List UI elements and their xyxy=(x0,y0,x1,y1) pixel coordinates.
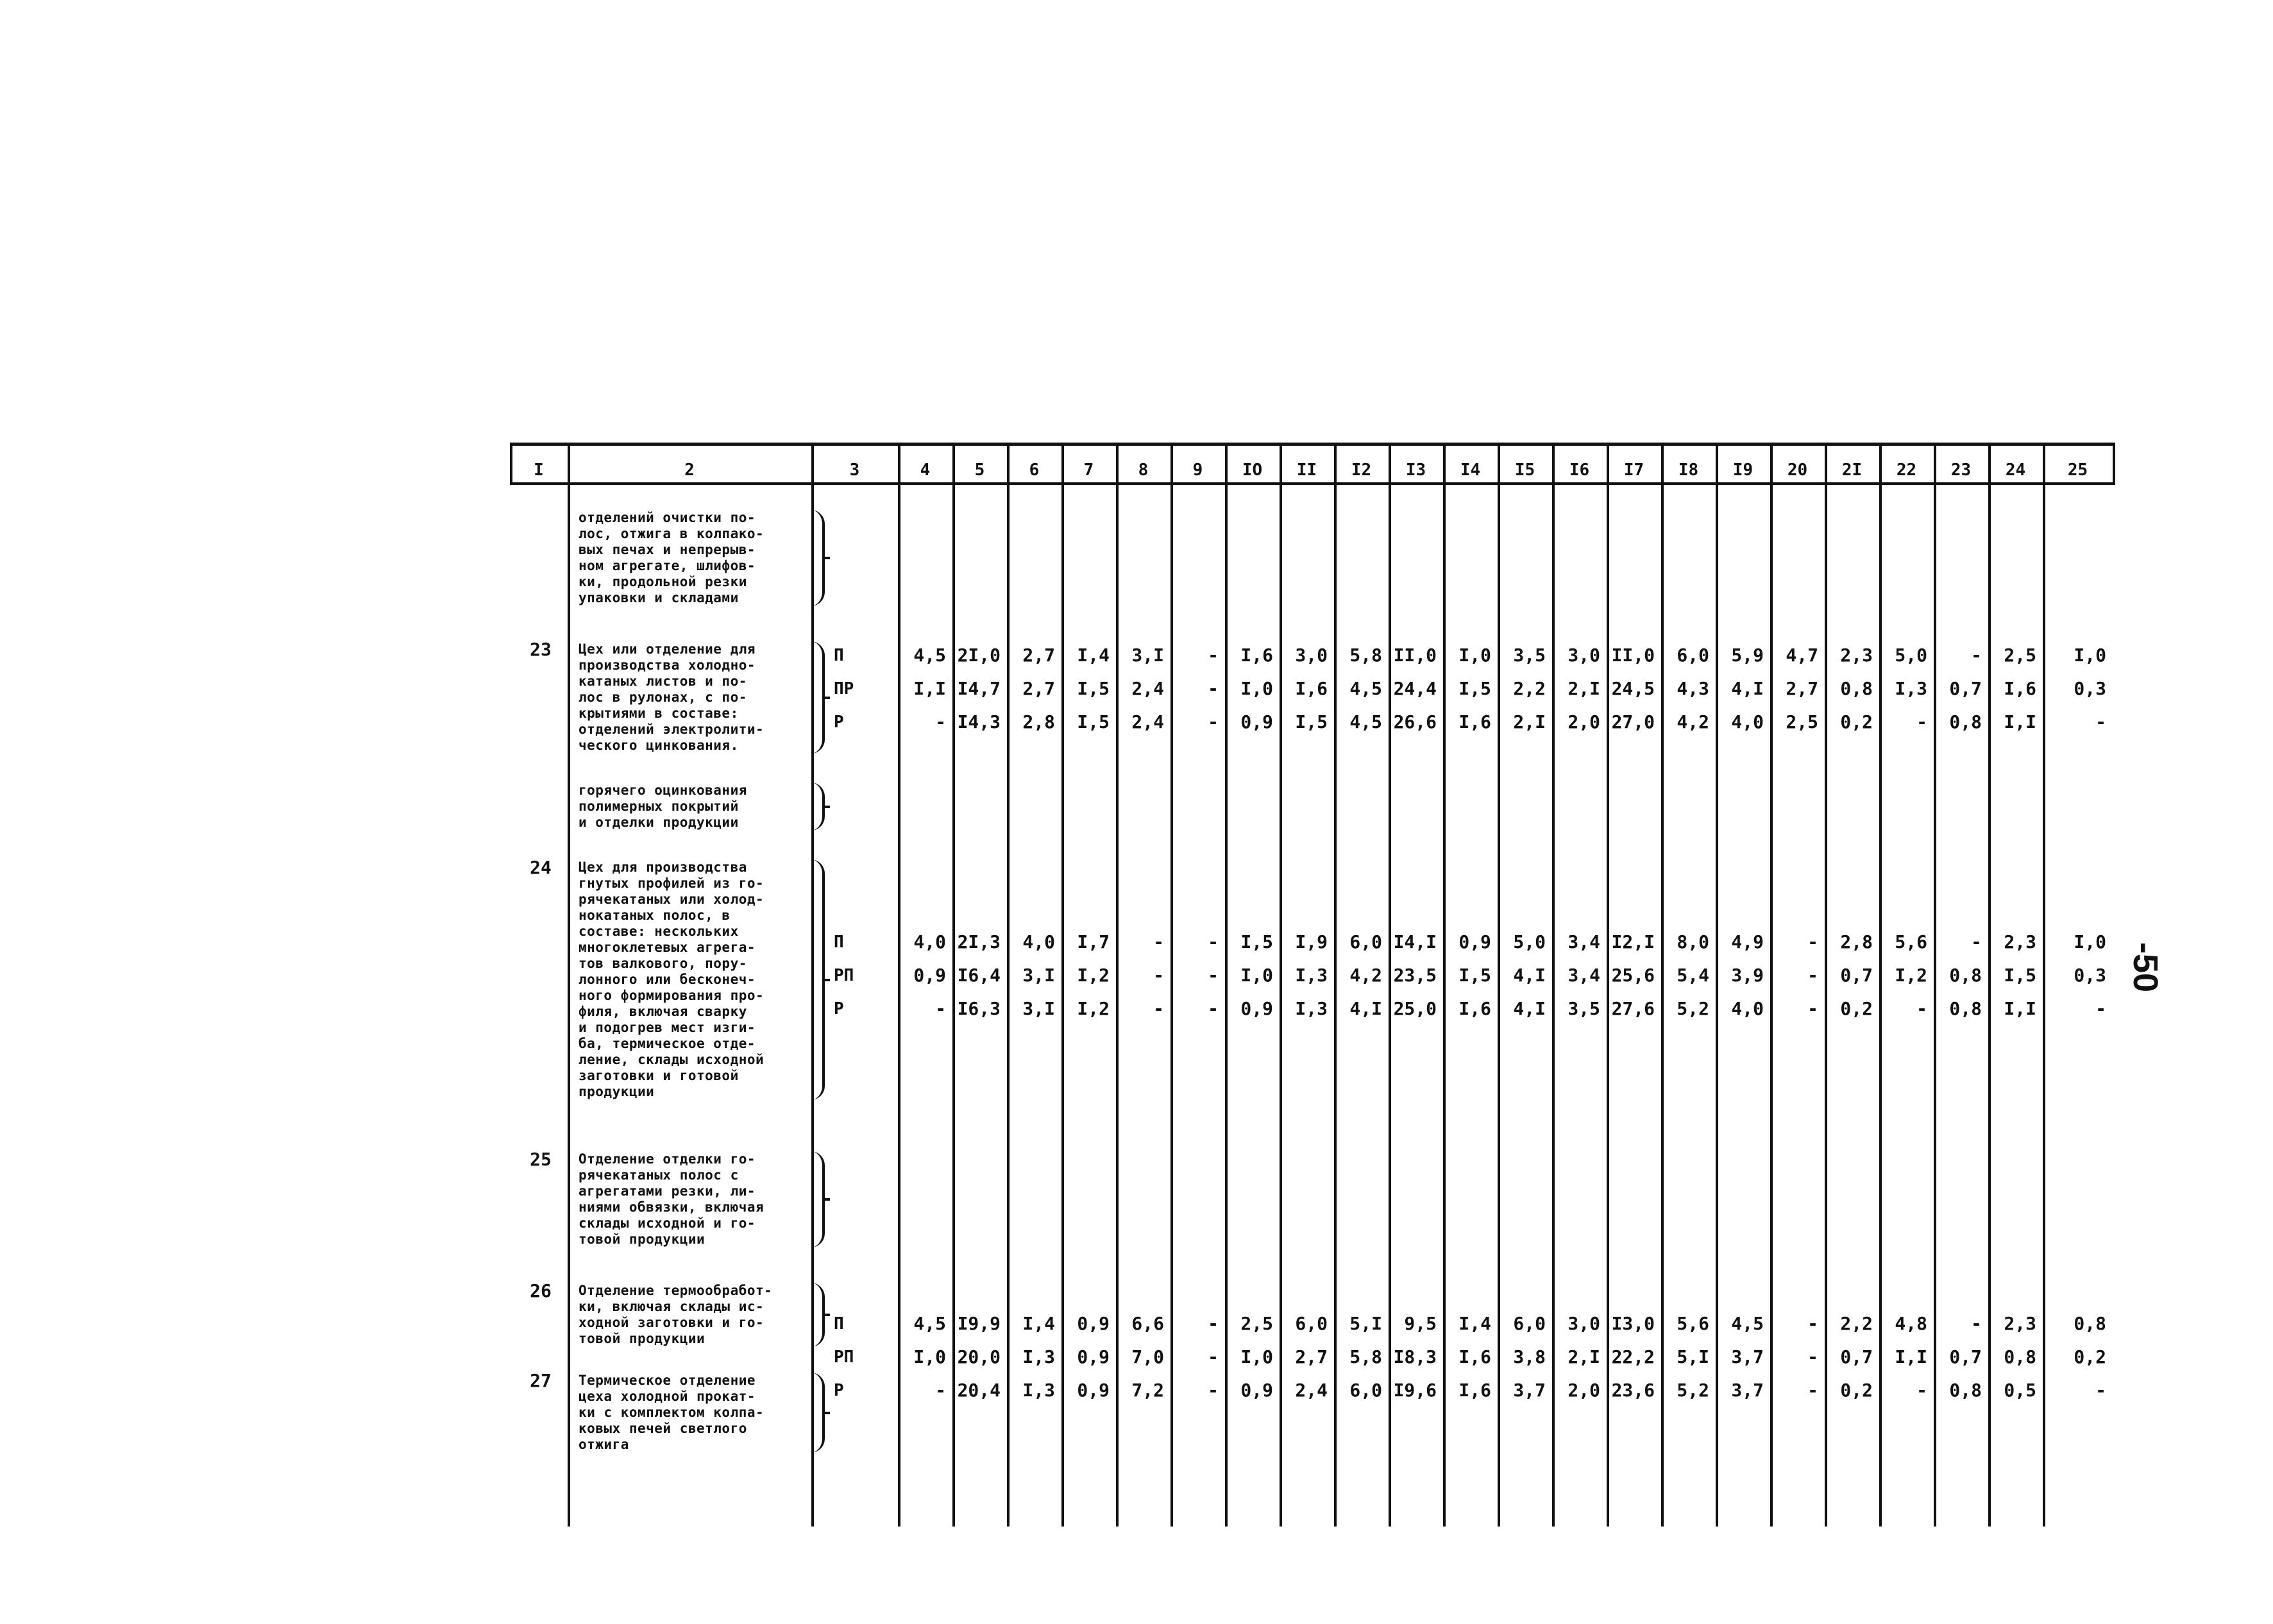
row-description: Цех или отделение для производства холодно- катаных листов и по- лос в рулонах, с по- крытиями в составе: отделений электролити- ческого цинкования. xyxy=(579,641,765,753)
table-cell: 6,0 xyxy=(1349,931,1382,952)
table-cell: I,2 xyxy=(1077,998,1110,1019)
table-cell: 7,0 xyxy=(1131,1346,1164,1367)
row-code: РП xyxy=(834,966,854,985)
table-cell: I,6 xyxy=(1458,1346,1491,1367)
table-cell: - xyxy=(1208,1346,1219,1367)
table-cell: I4,3 xyxy=(957,711,1001,732)
table-cell: 4,5 xyxy=(913,1313,946,1334)
table-cell: I,0 xyxy=(1240,965,1273,986)
description-brace-tip xyxy=(822,806,830,808)
table-cell: 5,I xyxy=(1349,1313,1382,1334)
table-cell: 2,7 xyxy=(1786,678,1818,699)
table-cell: 4,I xyxy=(1513,998,1546,1019)
table-cell: 3,4 xyxy=(1567,931,1600,952)
table-cell: II,0 xyxy=(1611,645,1655,666)
table-cell: 4,2 xyxy=(1349,965,1382,986)
page-number: -50 xyxy=(2126,942,2165,993)
table-cell: - xyxy=(2095,998,2106,1019)
table-cell: 2,3 xyxy=(2004,1313,2036,1334)
table-cell: 4,0 xyxy=(1731,998,1764,1019)
table-cell: 3,0 xyxy=(1295,645,1328,666)
table-cell: 25,6 xyxy=(1611,965,1655,986)
table-cell: I,3 xyxy=(1295,998,1328,1019)
table-cell: 4,5 xyxy=(1731,1313,1764,1334)
column-header: 5 xyxy=(974,461,985,480)
column-header: 8 xyxy=(1138,461,1149,480)
table-cell: I,2 xyxy=(1077,965,1110,986)
table-cell: 3,0 xyxy=(1567,1313,1600,1334)
table-cell: - xyxy=(2095,1380,2106,1401)
table-cell: 0,5 xyxy=(2004,1380,2036,1401)
table-cell: 2,2 xyxy=(1513,678,1546,699)
column-header: I7 xyxy=(1623,461,1644,480)
table-cell: 4,0 xyxy=(913,931,946,952)
table-top-rule xyxy=(510,443,2113,446)
table-cell: 3,5 xyxy=(1513,645,1546,666)
table-cell: 0,9 xyxy=(1077,1313,1110,1334)
table-cell: I,5 xyxy=(1077,678,1110,699)
row-description: отделений очистки по- лос, отжига в колпако- вых печах и непрерыв- ном агрегате, шлифов- ки, продольной резки упаковки и складами xyxy=(579,510,765,605)
table-cell: 27,0 xyxy=(1611,711,1655,732)
table-cell: 2,I xyxy=(1567,1346,1600,1367)
row-description: Отделение отделки го- рячекатаных полос с агрегатами резки, ли- ниями обвязки, включая склады исходной и го- товой продукции xyxy=(579,1151,765,1247)
table-cell: 4,0 xyxy=(1731,711,1764,732)
row-description: горячего оцинкования полимерных покрытий и отделки продукции xyxy=(579,782,747,830)
column-header: I8 xyxy=(1678,461,1699,480)
table-cell: 2,I xyxy=(1567,678,1600,699)
table-cell: I,3 xyxy=(1022,1346,1055,1367)
table-cell: 0,8 xyxy=(1949,965,1982,986)
column-header: 6 xyxy=(1029,461,1040,480)
table-cell: 5,8 xyxy=(1349,645,1382,666)
column-header: 24 xyxy=(2005,461,2026,480)
description-brace-tip xyxy=(822,557,830,559)
table-cell: 6,0 xyxy=(1677,645,1709,666)
column-header: 9 xyxy=(1192,461,1203,480)
table-cell: 3,4 xyxy=(1567,965,1600,986)
table-cell: 6,0 xyxy=(1295,1313,1328,1334)
table-cell: 8,0 xyxy=(1677,931,1709,952)
table-cell: - xyxy=(1208,1380,1219,1401)
column-header: 4 xyxy=(920,461,931,480)
table-cell: 3,I xyxy=(1131,645,1164,666)
table-cell: - xyxy=(1807,931,1818,952)
table-cell: - xyxy=(1916,1380,1927,1401)
table-cell: 5,2 xyxy=(1677,1380,1709,1401)
column-edge-rule xyxy=(2113,443,2115,485)
table-cell: II,0 xyxy=(1393,645,1437,666)
table-cell: 5,6 xyxy=(1895,931,1927,952)
column-header: I xyxy=(534,461,544,480)
table-cell: - xyxy=(1971,931,1982,952)
table-cell: I,5 xyxy=(2004,965,2036,986)
table-cell: 3,7 xyxy=(1513,1380,1546,1401)
table-cell: 4,I xyxy=(1513,965,1546,986)
table-cell: 2,7 xyxy=(1295,1346,1328,1367)
table-cell: I2,I xyxy=(1611,931,1655,952)
table-cell: 2,7 xyxy=(1022,678,1055,699)
column-header: IO xyxy=(1242,461,1263,480)
table-cell: 4,I xyxy=(1349,998,1382,1019)
table-cell: 6,6 xyxy=(1131,1313,1164,1334)
table-cell: 2I,0 xyxy=(957,645,1001,666)
table-cell: 0,8 xyxy=(2074,1313,2106,1334)
table-cell: I4,7 xyxy=(957,678,1001,699)
table-cell: I,5 xyxy=(1295,711,1328,732)
table-cell: 2,I xyxy=(1513,711,1546,732)
table-cell: I,5 xyxy=(1458,678,1491,699)
table-cell: 2,3 xyxy=(2004,931,2036,952)
table-cell: 4,I xyxy=(1731,678,1764,699)
table-cell: 2,3 xyxy=(1840,645,1873,666)
row-code: ПР xyxy=(834,679,854,698)
table-cell: 0,7 xyxy=(1840,965,1873,986)
row-code: Р xyxy=(834,713,844,732)
row-number: 23 xyxy=(530,639,552,660)
table-cell: 2,4 xyxy=(1295,1380,1328,1401)
table-cell: 2,8 xyxy=(1840,931,1873,952)
table-cell: - xyxy=(935,1380,946,1401)
table-cell: I,0 xyxy=(2074,645,2106,666)
table-cell: 3,0 xyxy=(1567,645,1600,666)
table-cell: 5,I xyxy=(1677,1346,1709,1367)
table-cell: 0,8 xyxy=(1840,678,1873,699)
table-cell: - xyxy=(1807,1380,1818,1401)
table-cell: 7,2 xyxy=(1131,1380,1164,1401)
column-header: I3 xyxy=(1405,461,1426,480)
table-cell: 0,2 xyxy=(1840,711,1873,732)
table-cell: I,4 xyxy=(1458,1313,1491,1334)
column-header: I6 xyxy=(1569,461,1590,480)
table-cell: 0,9 xyxy=(1077,1380,1110,1401)
table-cell: I,0 xyxy=(1240,1346,1273,1367)
table-cell: - xyxy=(1208,678,1219,699)
table-cell: I,I xyxy=(2004,998,2036,1019)
table-cell: 4,5 xyxy=(913,645,946,666)
table-cell: I8,3 xyxy=(1393,1346,1437,1367)
table-cell: I3,0 xyxy=(1611,1313,1655,1334)
table-cell: 0,8 xyxy=(1949,998,1982,1019)
table-cell: I,4 xyxy=(1077,645,1110,666)
table-cell: 2,5 xyxy=(1240,1313,1273,1334)
table-cell: 23,5 xyxy=(1393,965,1437,986)
table-cell: I,4 xyxy=(1022,1313,1055,1334)
row-description: Отделение термообработ- ки, включая склады ис- ходной заготовки и го- товой продукции xyxy=(579,1283,773,1346)
column-header: I9 xyxy=(1732,461,1753,480)
row-code: П xyxy=(834,646,844,665)
table-cell: 0,7 xyxy=(1840,1346,1873,1367)
table-cell: 0,9 xyxy=(1240,998,1273,1019)
table-cell: 2,5 xyxy=(1786,711,1818,732)
table-cell: 5,4 xyxy=(1677,965,1709,986)
table-cell: 25,0 xyxy=(1393,998,1437,1019)
table-cell: 5,9 xyxy=(1731,645,1764,666)
table-cell: 0,9 xyxy=(1077,1346,1110,1367)
table-cell: - xyxy=(1208,711,1219,732)
table-cell: - xyxy=(2095,711,2106,732)
row-number: 27 xyxy=(530,1370,552,1391)
table-cell: 0,9 xyxy=(1458,931,1491,952)
table-cell: I,3 xyxy=(1295,965,1328,986)
table-cell: 4,8 xyxy=(1895,1313,1927,1334)
table-cell: 5,0 xyxy=(1895,645,1927,666)
table-cell: 3,I xyxy=(1022,965,1055,986)
table-cell: - xyxy=(1971,1313,1982,1334)
table-cell: 0,8 xyxy=(1949,1380,1982,1401)
table-cell: I,I xyxy=(2004,711,2036,732)
table-cell: 20,0 xyxy=(957,1346,1001,1367)
table-cell: 4,5 xyxy=(1349,678,1382,699)
table-cell: 2,2 xyxy=(1840,1313,1873,1334)
table-cell: I,5 xyxy=(1240,931,1273,952)
row-code: П xyxy=(834,1314,844,1333)
table-cell: I6,3 xyxy=(957,998,1001,1019)
description-brace-tip xyxy=(822,979,830,981)
row-code: П xyxy=(834,933,844,952)
table-cell: 22,2 xyxy=(1611,1346,1655,1367)
table-cell: 0,7 xyxy=(1949,1346,1982,1367)
table-cell: - xyxy=(1208,645,1219,666)
table-cell: 5,8 xyxy=(1349,1346,1382,1367)
table-cell: 3,5 xyxy=(1567,998,1600,1019)
table-cell: I,6 xyxy=(1295,678,1328,699)
table-cell: - xyxy=(1208,998,1219,1019)
description-brace-tip xyxy=(822,1314,830,1316)
table-cell: 4,0 xyxy=(1022,931,1055,952)
table-cell: 2,5 xyxy=(2004,645,2036,666)
table-cell: - xyxy=(1916,711,1927,732)
table-cell: I,6 xyxy=(2004,678,2036,699)
table-cell: - xyxy=(1208,1313,1219,1334)
column-header: 2I xyxy=(1841,461,1863,480)
table-cell: I6,4 xyxy=(957,965,1001,986)
table-cell: I,I xyxy=(913,678,946,699)
table-cell: - xyxy=(1208,965,1219,986)
table-cell: I,0 xyxy=(913,1346,946,1367)
table-cell: 0,3 xyxy=(2074,678,2106,699)
table-cell: 3,7 xyxy=(1731,1380,1764,1401)
table-cell: I,7 xyxy=(1077,931,1110,952)
row-description: Термическое отделение цеха холодной прокат- ки с комплектом колпа- ковых печей светлого отжига xyxy=(579,1373,765,1452)
table-cell: - xyxy=(1916,998,1927,1019)
table-cell: 5,6 xyxy=(1677,1313,1709,1334)
column-header: I5 xyxy=(1514,461,1535,480)
row-number: 26 xyxy=(530,1280,552,1301)
table-cell: I,6 xyxy=(1458,1380,1491,1401)
table-cell: 3,7 xyxy=(1731,1346,1764,1367)
table-cell: I,I xyxy=(1895,1346,1927,1367)
table-cell: 26,6 xyxy=(1393,711,1437,732)
table-cell: 0,2 xyxy=(1840,1380,1873,1401)
table-cell: 2,4 xyxy=(1131,711,1164,732)
table-cell: - xyxy=(1807,1346,1818,1367)
table-cell: 4,9 xyxy=(1731,931,1764,952)
table-cell: 0,8 xyxy=(2004,1346,2036,1367)
column-header: I4 xyxy=(1460,461,1481,480)
table-cell: 6,0 xyxy=(1513,1313,1546,1334)
table-cell: 4,5 xyxy=(1349,711,1382,732)
table-cell: 24,4 xyxy=(1393,678,1437,699)
table-cell: I9,9 xyxy=(957,1313,1001,1334)
table-cell: 2,0 xyxy=(1567,711,1600,732)
table-cell: I,3 xyxy=(1022,1380,1055,1401)
table-cell: 3,8 xyxy=(1513,1346,1546,1367)
table-cell: 2,0 xyxy=(1567,1380,1600,1401)
table-cell: - xyxy=(1807,965,1818,986)
table-cell: 27,6 xyxy=(1611,998,1655,1019)
column-header: 25 xyxy=(2067,461,2088,480)
column-header: 7 xyxy=(1083,461,1094,480)
table-cell: - xyxy=(1807,1313,1818,1334)
column-header: I2 xyxy=(1351,461,1372,480)
table-cell: 2,7 xyxy=(1022,645,1055,666)
table-cell: - xyxy=(935,711,946,732)
table-cell: 2,4 xyxy=(1131,678,1164,699)
table-cell: 0,9 xyxy=(913,965,946,986)
table-cell: 4,7 xyxy=(1786,645,1818,666)
row-code: РП xyxy=(834,1348,854,1367)
table-cell: 0,2 xyxy=(1840,998,1873,1019)
table-cell: I,6 xyxy=(1458,998,1491,1019)
table-cell: 4,3 xyxy=(1677,678,1709,699)
description-brace-tip xyxy=(822,697,830,699)
description-brace-tip xyxy=(822,1198,830,1201)
table-cell: I,0 xyxy=(1458,645,1491,666)
table-cell: I,2 xyxy=(1895,965,1927,986)
table-cell: 3,9 xyxy=(1731,965,1764,986)
row-number: 24 xyxy=(530,857,552,878)
column-header: 2 xyxy=(684,461,695,480)
table-cell: 0,7 xyxy=(1949,678,1982,699)
column-header: 20 xyxy=(1787,461,1808,480)
table-cell: 2,8 xyxy=(1022,711,1055,732)
table-cell: I,6 xyxy=(1240,645,1273,666)
table-cell: 0,9 xyxy=(1240,711,1273,732)
table-cell: I,0 xyxy=(1240,678,1273,699)
table-cell: - xyxy=(1971,645,1982,666)
table-cell: I,5 xyxy=(1458,965,1491,986)
table-cell: 24,5 xyxy=(1611,678,1655,699)
table-cell: 4,2 xyxy=(1677,711,1709,732)
table-cell: 0,9 xyxy=(1240,1380,1273,1401)
table-cell: I,0 xyxy=(2074,931,2106,952)
table-cell: 6,0 xyxy=(1349,1380,1382,1401)
table-cell: - xyxy=(1807,998,1818,1019)
row-code: Р xyxy=(834,999,844,1019)
description-brace-tip xyxy=(822,1412,830,1414)
table-cell: I,5 xyxy=(1077,711,1110,732)
table-cell: - xyxy=(1153,965,1164,986)
column-header: 22 xyxy=(1896,461,1917,480)
table-cell: I4,I xyxy=(1393,931,1437,952)
table-cell: - xyxy=(1153,931,1164,952)
table-cell: 20,4 xyxy=(957,1380,1001,1401)
row-code: Р xyxy=(834,1381,844,1400)
column-header: 3 xyxy=(849,461,860,480)
column-rule xyxy=(568,443,570,1527)
table-cell: 5,0 xyxy=(1513,931,1546,952)
table-cell: 0,8 xyxy=(1949,711,1982,732)
table-cell: I9,6 xyxy=(1393,1380,1437,1401)
table-cell: I,3 xyxy=(1895,678,1927,699)
table-cell: 2I,3 xyxy=(957,931,1001,952)
table-cell: - xyxy=(1153,998,1164,1019)
column-header: II xyxy=(1296,461,1317,480)
row-number: 25 xyxy=(530,1149,552,1170)
table-cell: I,9 xyxy=(1295,931,1328,952)
table-cell: - xyxy=(935,998,946,1019)
table-cell: 23,6 xyxy=(1611,1380,1655,1401)
table-cell: 5,2 xyxy=(1677,998,1709,1019)
table-cell: 9,5 xyxy=(1404,1313,1437,1334)
table-cell: - xyxy=(1208,931,1219,952)
row-description: Цех для производства гнутых профилей из го- рячекатаных или холод- нокатаных полос, в составе: нескольких многоклетевых агрега- тов валкового, пору- лонного или бесконеч- ного формирования про- филя, включая сварку и подогрев мест изги- ба, термическое отде- ление, склады исходной заготовки и готовой продукции xyxy=(579,859,765,1099)
table-cell: 0,3 xyxy=(2074,965,2106,986)
table-cell: I,6 xyxy=(1458,711,1491,732)
table-cell: 0,2 xyxy=(2074,1346,2106,1367)
table-cell: 3,I xyxy=(1022,998,1055,1019)
column-header: 23 xyxy=(1950,461,1972,480)
header-bottom-rule xyxy=(510,482,2113,485)
